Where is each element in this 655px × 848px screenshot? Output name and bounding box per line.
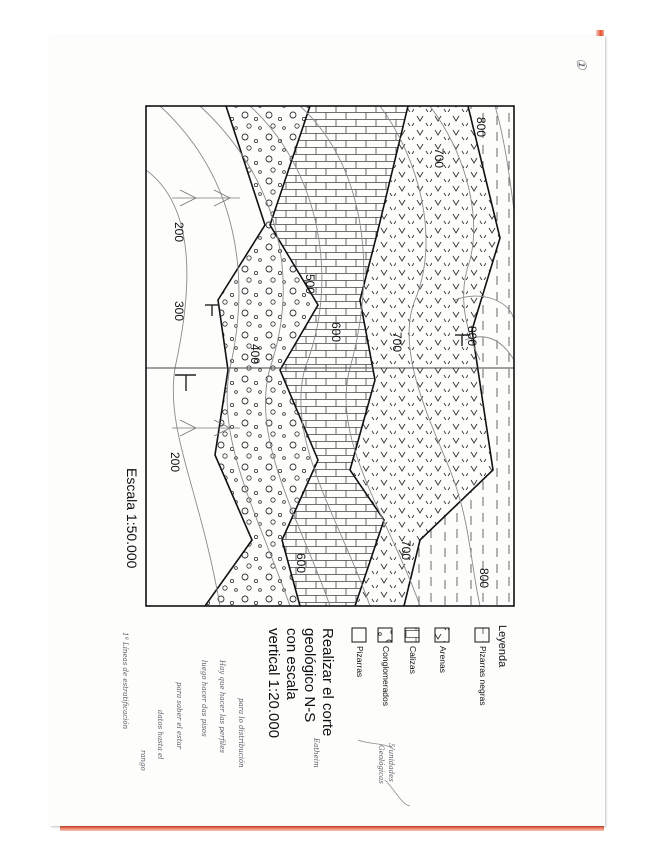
- contour-label: 700: [432, 148, 446, 169]
- contour-label: 400: [248, 344, 262, 365]
- legend-title: Leyenda: [496, 625, 508, 668]
- contour-label: 300: [172, 301, 186, 322]
- handwritten-note: 1ª Líneas de estratificación: [121, 632, 129, 730]
- legend-item-arenas: Arenas: [438, 646, 448, 673]
- handwritten-note: datos hasta el: [156, 710, 164, 760]
- legend-item-pizarras: Pizarras: [355, 646, 365, 678]
- legend-item-pizarras-negras: Pizarras negras: [478, 646, 488, 706]
- handwritten-note: Geológicas: [377, 745, 385, 784]
- contour-label: 800: [465, 326, 479, 347]
- legend-item-conglomerados: Conglomerados: [381, 646, 391, 707]
- contour-label: 800: [474, 117, 488, 138]
- contour-label: 600: [294, 553, 308, 574]
- contour-label: 200: [172, 222, 186, 243]
- handwritten-note: 5 unidades: [387, 743, 395, 782]
- task-line: con escala: [283, 628, 300, 700]
- handwritten-note: para saber el estar: [175, 682, 183, 750]
- contour-label: 800: [477, 568, 491, 589]
- handwritten-note: Hay que hacer las perfiles: [218, 660, 226, 753]
- contour-label: 600: [329, 322, 343, 343]
- handwritten-note: rango: [139, 750, 147, 771]
- page-number: ①: [573, 58, 588, 70]
- task-line: geológico N-S: [301, 628, 318, 723]
- contour-label: 500: [303, 274, 317, 295]
- task-line: vertical 1:20.000: [265, 628, 282, 739]
- scale-label: Escala 1:50.000: [124, 468, 140, 569]
- handwritten-note: para lo distribución: [237, 698, 245, 768]
- contour-label: 200: [168, 452, 182, 473]
- contour-label: 700: [390, 332, 404, 353]
- legend-item-calizas: Calizas: [408, 646, 418, 674]
- handwritten-note: Eatheim: [312, 738, 320, 768]
- contour-label: 700: [399, 540, 413, 561]
- legend-swatches: [352, 628, 489, 642]
- task-line: Realizar el corte: [319, 628, 336, 737]
- handwritten-note: luego hacer das pisos: [200, 660, 208, 737]
